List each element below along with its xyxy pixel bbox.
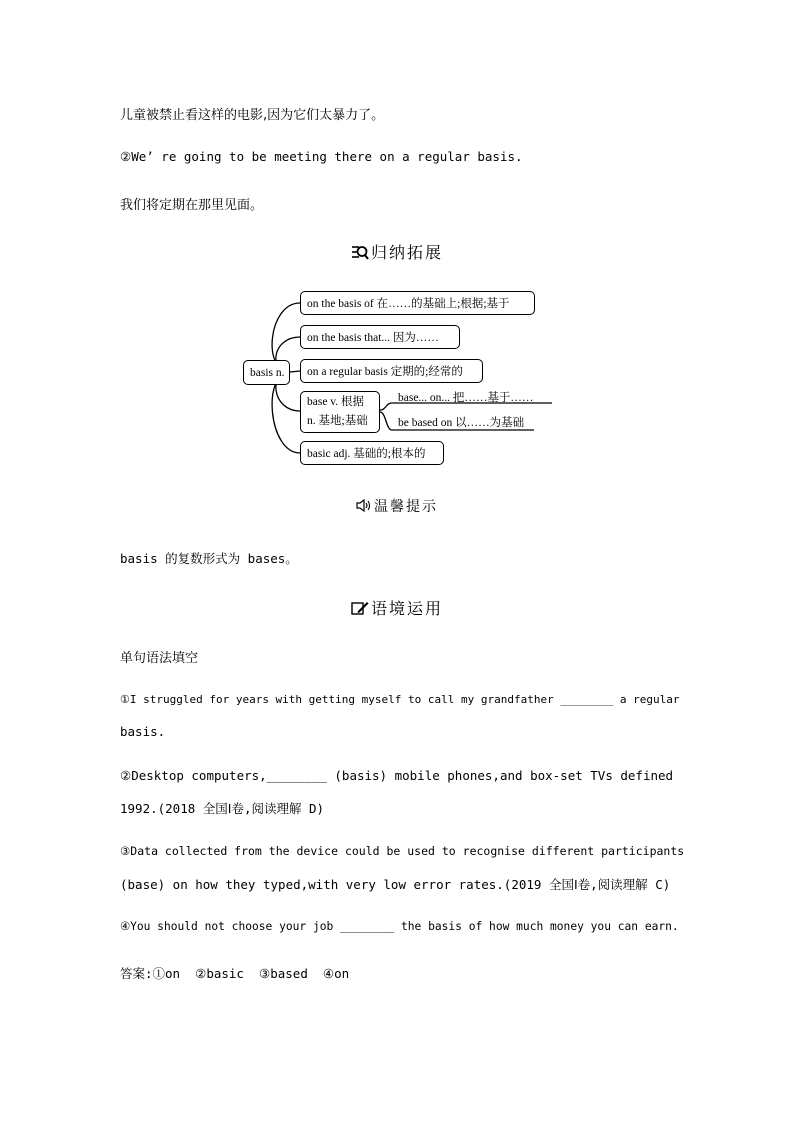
intro-translation-1: 儿童被禁止看这样的电影,因为它们太暴力了。 bbox=[120, 108, 385, 123]
mindmap-branch-regular-basis bbox=[300, 359, 483, 383]
question-1-line-1: ①I struggled for years with getting myself to call my grandfather ________ a regular bbox=[120, 693, 680, 706]
usage-heading-text: 语境运用 bbox=[370, 599, 443, 618]
intro-translation-2: 我们将定期在那里见面。 bbox=[120, 198, 264, 213]
mindmap-sub-base-on: base... on... 把……基于…… bbox=[398, 392, 534, 404]
pencil-icon bbox=[351, 600, 369, 620]
example-sentence-2: ②We’ re going to be meeting there on a regular basis. bbox=[120, 149, 523, 164]
mindmap-branch-basis-of bbox=[300, 291, 535, 315]
summary-heading-text: 归纳拓展 bbox=[370, 243, 443, 262]
question-1-line-2: basis. bbox=[120, 724, 166, 739]
answer-key: 答案:①on ②basic ③based ④on bbox=[120, 966, 350, 981]
usage-heading bbox=[0, 596, 794, 620]
summary-heading bbox=[0, 240, 794, 264]
tip-heading bbox=[0, 496, 794, 516]
question-3-line-2: (base) on how they typed,with very low error rates.(2019 全国Ⅰ卷,阅读理解 C) bbox=[120, 877, 671, 892]
mindmap-branch-label: on the basis of 在……的基础上;根据;基于 bbox=[307, 298, 510, 310]
speaker-icon bbox=[356, 499, 372, 516]
mindmap-branch-base bbox=[300, 391, 380, 433]
mindmap-branch-basic bbox=[300, 441, 444, 465]
mindmap-branch-label: on a regular basis 定期的;经常的 bbox=[307, 366, 463, 378]
question-2-line-1: ②Desktop computers,________ (basis) mobile phones,and box-set TVs defined bbox=[120, 768, 674, 783]
mindmap-branch-label: base v. 根据 bbox=[307, 396, 365, 408]
mindmap-root-label: basis n. bbox=[250, 366, 285, 379]
exercise-heading: 单句语法填空 bbox=[120, 651, 199, 666]
question-3-line-1: ③Data collected from the device could be used to recognise different participants bbox=[120, 844, 685, 858]
mindmap-branch-label: basic adj. 基础的;根本的 bbox=[307, 448, 426, 460]
question-4: ④You should not choose your job ________ the basis of how much money you can earn. bbox=[120, 920, 679, 933]
tip-heading-text: 温馨提示 bbox=[374, 499, 438, 515]
mindmap-branch-basis-that bbox=[300, 325, 460, 349]
mindmap-sub-based-on: be based on 以……为基础 bbox=[398, 417, 525, 429]
magnifier-icon bbox=[351, 244, 369, 264]
mindmap-branch-label: on the basis that... 因为…… bbox=[307, 332, 439, 344]
mindmap-root bbox=[243, 360, 290, 385]
tip-text: basis 的复数形式为 bases。 bbox=[120, 551, 298, 566]
question-2-line-2: 1992.(2018 全国Ⅰ卷,阅读理解 D) bbox=[120, 801, 325, 816]
mindmap-branch-label: n. 基地;基础 bbox=[307, 415, 368, 427]
